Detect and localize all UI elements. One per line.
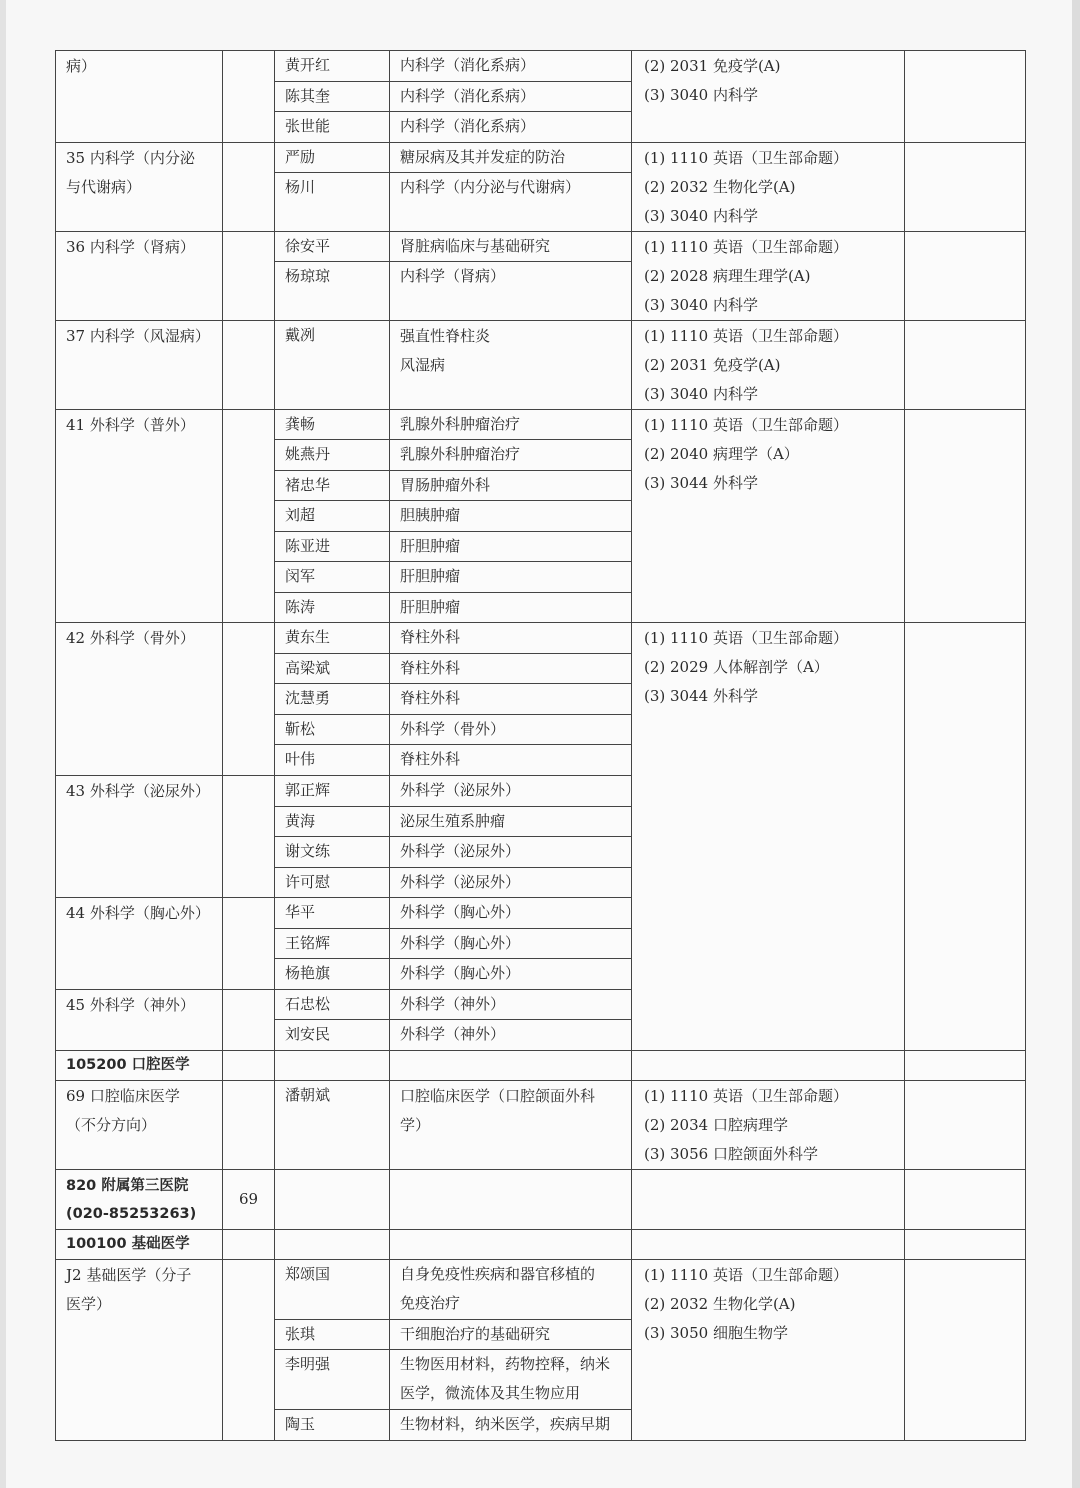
major-name: （不分方向） bbox=[66, 1115, 157, 1134]
quota-cell bbox=[223, 623, 275, 776]
direction-cell bbox=[390, 1080, 632, 1169]
tutor-name: 陈其奎 bbox=[275, 82, 389, 113]
tutor-name: 褚忠华 bbox=[275, 471, 389, 502]
remark-cell bbox=[905, 320, 1026, 409]
exam-subject: (3) 3056 口腔颌面外科学 bbox=[644, 1144, 818, 1163]
remark-cell bbox=[905, 1259, 1026, 1440]
major-cell: 41 外科学（普外） bbox=[56, 409, 223, 623]
quota-cell bbox=[223, 409, 275, 623]
exam-subject: (2) 2028 病理生理学(A) bbox=[644, 266, 811, 285]
quota-cell bbox=[223, 51, 275, 143]
tutor-name: 杨艳旗 bbox=[285, 964, 331, 982]
major-cell: 43 外科学（泌尿外） bbox=[56, 776, 223, 898]
tutor-cell bbox=[275, 1169, 390, 1229]
research-direction: 外科学（胸心外） bbox=[390, 929, 631, 960]
major-name: 与代谢病） bbox=[66, 177, 142, 196]
exam-subject: (2) 2034 口腔病理学 bbox=[644, 1115, 788, 1134]
quota-cell bbox=[223, 776, 275, 898]
exam-subject: (1) 1110 英语（卫生部命题） bbox=[644, 1265, 848, 1284]
tutor-cell bbox=[275, 623, 390, 776]
tutor-cell bbox=[275, 989, 390, 1050]
research-direction: 糖尿病及其并发症的防治 bbox=[390, 143, 631, 174]
research-direction: 乳腺外科肿瘤治疗 bbox=[390, 440, 631, 471]
research-direction: 强直性脊柱炎 bbox=[400, 326, 491, 345]
enrollment-table bbox=[55, 50, 1026, 1441]
tutor-cell bbox=[275, 142, 390, 231]
research-direction: 外科学（骨外） bbox=[390, 715, 631, 746]
research-direction: 外科学（神外） bbox=[400, 1025, 506, 1043]
major-cell: 37 内科学（风湿病） bbox=[56, 320, 223, 409]
exam-subjects bbox=[632, 623, 905, 1051]
exam-subject: (1) 1110 英语（卫生部命题） bbox=[644, 1086, 848, 1105]
direction-cell bbox=[390, 623, 632, 776]
exam-subjects bbox=[632, 409, 905, 623]
exam-subject: (1) 1110 英语（卫生部命题） bbox=[644, 148, 848, 167]
tutor-cell bbox=[275, 898, 390, 990]
table-row bbox=[56, 409, 1026, 623]
tutor-name: 张琪 bbox=[275, 1320, 389, 1351]
tutor-name: 郭正辉 bbox=[275, 776, 389, 807]
tutor-name: 谢文练 bbox=[275, 837, 389, 868]
tutor-name: 陈亚进 bbox=[275, 532, 389, 563]
exam-subject: (2) 2040 病理学（A） bbox=[644, 444, 799, 463]
major-cell bbox=[56, 142, 223, 231]
exam-subject: (2) 2029 人体解剖学（A） bbox=[644, 658, 829, 676]
remark-cell bbox=[905, 1229, 1026, 1259]
research-direction: 肝胆肿瘤 bbox=[390, 562, 631, 593]
exam-subject: (2) 2032 生物化学(A) bbox=[644, 1294, 796, 1313]
tutor-name: 王铭辉 bbox=[275, 929, 389, 960]
research-direction: 内科学（内分泌与代谢病） bbox=[400, 178, 581, 196]
research-direction: 生物医用材料，药物控释，纳米 医学，微流体及其生物应用 bbox=[390, 1350, 631, 1410]
quota-cell bbox=[223, 898, 275, 990]
exam-subject: (1) 1110 英语（卫生部命题） bbox=[644, 629, 848, 647]
research-direction: 生物材料，纳米医学，疾病早期 bbox=[400, 1415, 611, 1433]
tutor-name: 张世能 bbox=[285, 117, 331, 135]
remark-cell bbox=[905, 142, 1026, 231]
tutor-cell bbox=[275, 409, 390, 623]
quota-cell bbox=[223, 1229, 275, 1259]
tutor-cell bbox=[275, 776, 390, 898]
exam-subjects bbox=[632, 1050, 905, 1080]
tutor-name: 靳松 bbox=[275, 715, 389, 746]
page-edge-left bbox=[0, 0, 6, 1488]
tutor-name: 郑颂国 bbox=[275, 1260, 389, 1320]
table-row bbox=[56, 142, 1026, 231]
quota-cell bbox=[223, 320, 275, 409]
research-direction: 乳腺外科肿瘤治疗 bbox=[390, 410, 631, 441]
research-direction: 内科学（消化系病） bbox=[390, 51, 631, 82]
direction-cell bbox=[390, 231, 632, 320]
exam-subject: (1) 1110 英语（卫生部命题） bbox=[644, 326, 848, 345]
research-direction: 脊柱外科 bbox=[390, 684, 631, 715]
remark-cell bbox=[905, 1169, 1026, 1229]
research-direction: 胆胰肿瘤 bbox=[390, 501, 631, 532]
tutor-name: 龚畅 bbox=[275, 410, 389, 441]
tutor-name: 黄海 bbox=[275, 807, 389, 838]
research-direction: 外科学（泌尿外） bbox=[400, 872, 521, 891]
section-header-row bbox=[56, 1050, 1026, 1080]
research-direction: 外科学（胸心外） bbox=[400, 964, 521, 982]
research-direction: 外科学（神外） bbox=[390, 990, 631, 1021]
direction-cell bbox=[390, 1050, 632, 1080]
research-direction: 外科学（泌尿外） bbox=[390, 837, 631, 868]
tutor-cell bbox=[275, 1229, 390, 1259]
tutor-name: 陶玉 bbox=[285, 1415, 316, 1433]
remark-cell bbox=[905, 623, 1026, 1051]
direction-cell bbox=[390, 409, 632, 623]
research-direction: 学） bbox=[400, 1115, 431, 1134]
tutor-name: 陈涛 bbox=[285, 597, 316, 616]
exam-subject: (2) 2031 免疫学(A) bbox=[644, 355, 781, 374]
research-direction: 泌尿生殖系肿瘤 bbox=[390, 807, 631, 838]
tutor-name: 黄开红 bbox=[275, 51, 389, 82]
research-direction: 内科学（肾病） bbox=[400, 267, 506, 285]
major-name: 医学） bbox=[66, 1294, 112, 1313]
major-cell: 44 外科学（胸心外） bbox=[56, 898, 223, 990]
exam-subject: (3) 3044 外科学 bbox=[644, 473, 758, 492]
research-direction: 胃肠肿瘤外科 bbox=[390, 471, 631, 502]
major-name: 35 内科学（内分泌 bbox=[66, 148, 195, 167]
quota-cell bbox=[223, 142, 275, 231]
quota-cell: 69 bbox=[223, 1169, 275, 1229]
tutor-name: 刘安民 bbox=[285, 1025, 331, 1043]
department-header bbox=[56, 1169, 223, 1229]
quota-cell bbox=[223, 231, 275, 320]
tutor-name: 徐安平 bbox=[275, 232, 389, 263]
research-direction: 自身免疫性疾病和器官移植的 免疫治疗 bbox=[390, 1260, 631, 1320]
research-direction: 肝胆肿瘤 bbox=[390, 532, 631, 563]
direction-cell bbox=[390, 1229, 632, 1259]
exam-subject: (3) 3040 内科学 bbox=[644, 206, 758, 225]
research-direction: 风湿病 bbox=[400, 355, 446, 374]
exam-subjects bbox=[632, 320, 905, 409]
direction-cell bbox=[390, 776, 632, 898]
exam-subjects bbox=[632, 51, 905, 143]
exam-subject: (1) 1110 英语（卫生部命题） bbox=[644, 237, 848, 256]
research-direction: 干细胞治疗的基础研究 bbox=[390, 1320, 631, 1351]
exam-subject: (2) 2032 生物化学(A) bbox=[644, 177, 796, 196]
table-row bbox=[56, 320, 1026, 409]
exam-subject: (2) 2031 免疫学(A) bbox=[644, 57, 781, 75]
remark-cell bbox=[905, 409, 1026, 623]
exam-subject: (3) 3044 外科学 bbox=[644, 687, 758, 705]
tutor-name: 闵军 bbox=[275, 562, 389, 593]
major-cell: 病） bbox=[56, 51, 223, 143]
research-direction: 外科学（胸心外） bbox=[390, 898, 631, 929]
exam-subjects bbox=[632, 231, 905, 320]
exam-subjects bbox=[632, 1259, 905, 1440]
remark-cell bbox=[905, 1080, 1026, 1169]
exam-subject: (3) 3040 内科学 bbox=[644, 384, 758, 403]
tutor-name: 华平 bbox=[275, 898, 389, 929]
tutor-name: 严励 bbox=[275, 143, 389, 174]
direction-cell bbox=[390, 1259, 632, 1440]
tutor-cell bbox=[275, 231, 390, 320]
quota-cell bbox=[223, 1050, 275, 1080]
table-row bbox=[56, 51, 1026, 143]
major-name: 69 口腔临床医学 bbox=[66, 1086, 180, 1105]
quota-cell bbox=[223, 989, 275, 1050]
research-direction: 内科学（消化系病） bbox=[400, 117, 536, 135]
major-cell: 42 外科学（骨外） bbox=[56, 623, 223, 776]
research-direction: 口腔临床医学（口腔颌面外科 bbox=[400, 1086, 596, 1105]
tutor-name: 石忠松 bbox=[275, 990, 389, 1021]
direction-cell bbox=[390, 51, 632, 143]
tutor-name: 杨川 bbox=[285, 178, 316, 196]
tutor-cell bbox=[275, 51, 390, 143]
direction-cell bbox=[390, 898, 632, 990]
remark-cell bbox=[905, 231, 1026, 320]
major-cell: 36 内科学（肾病） bbox=[56, 231, 223, 320]
major-cell: 45 外科学（神外） bbox=[56, 989, 223, 1050]
table-row bbox=[56, 231, 1026, 320]
department-name: 820 附属第三医院 bbox=[66, 1177, 189, 1194]
section-header-row bbox=[56, 1169, 1026, 1229]
tutor-cell bbox=[275, 1050, 390, 1080]
tutor-name: 杨琼琼 bbox=[285, 267, 331, 285]
exam-subject: (1) 1110 英语（卫生部命题） bbox=[644, 415, 848, 434]
direction-cell bbox=[390, 1169, 632, 1229]
tutor-name: 叶伟 bbox=[285, 750, 316, 768]
research-direction: 肝胆肿瘤 bbox=[400, 597, 461, 616]
research-direction: 内科学（消化系病） bbox=[390, 82, 631, 113]
quota-cell bbox=[223, 1259, 275, 1440]
section-header-row bbox=[56, 1229, 1026, 1259]
exam-subjects bbox=[632, 142, 905, 231]
major-name: J2 基础医学（分子 bbox=[66, 1265, 192, 1284]
page-edge-right bbox=[1072, 0, 1080, 1488]
research-direction: 肾脏病临床与基础研究 bbox=[390, 232, 631, 263]
exam-subjects bbox=[632, 1080, 905, 1169]
exam-subject: (3) 3050 细胞生物学 bbox=[644, 1323, 788, 1342]
table-row bbox=[56, 1080, 1026, 1169]
tutor-name: 许可慰 bbox=[285, 872, 331, 891]
tutor-name: 戴冽 bbox=[285, 325, 316, 344]
tutor-cell bbox=[275, 1080, 390, 1169]
tutor-name: 姚燕丹 bbox=[275, 440, 389, 471]
research-direction: 脊柱外科 bbox=[400, 750, 461, 768]
research-direction: 脊柱外科 bbox=[390, 654, 631, 685]
table-row bbox=[56, 1259, 1026, 1440]
tutor-name: 李明强 bbox=[275, 1350, 389, 1410]
quota-cell bbox=[223, 1080, 275, 1169]
tutor-name: 沈慧勇 bbox=[275, 684, 389, 715]
major-cell bbox=[56, 1080, 223, 1169]
major-cell bbox=[56, 1259, 223, 1440]
tutor-name: 潘朝斌 bbox=[285, 1085, 331, 1104]
tutor-cell bbox=[275, 1259, 390, 1440]
exam-subject: (3) 3040 内科学 bbox=[644, 295, 758, 314]
exam-subjects bbox=[632, 1169, 905, 1229]
remark-cell bbox=[905, 1050, 1026, 1080]
table-row bbox=[56, 623, 1026, 776]
research-direction: 外科学（泌尿外） bbox=[390, 776, 631, 807]
tutor-name: 高梁斌 bbox=[275, 654, 389, 685]
tutor-name: 黄东生 bbox=[275, 623, 389, 654]
direction-cell bbox=[390, 320, 632, 409]
exam-subject: (3) 3040 内科学 bbox=[644, 86, 758, 104]
remark-cell bbox=[905, 51, 1026, 143]
direction-cell bbox=[390, 989, 632, 1050]
research-direction: 脊柱外科 bbox=[390, 623, 631, 654]
discipline-header: 100100 基础医学 bbox=[56, 1229, 223, 1259]
department-phone: (020-85253263) bbox=[66, 1205, 197, 1222]
discipline-header: 105200 口腔医学 bbox=[56, 1050, 223, 1080]
exam-subjects bbox=[632, 1229, 905, 1259]
tutor-name: 刘超 bbox=[275, 501, 389, 532]
direction-cell bbox=[390, 142, 632, 231]
tutor-cell bbox=[275, 320, 390, 409]
